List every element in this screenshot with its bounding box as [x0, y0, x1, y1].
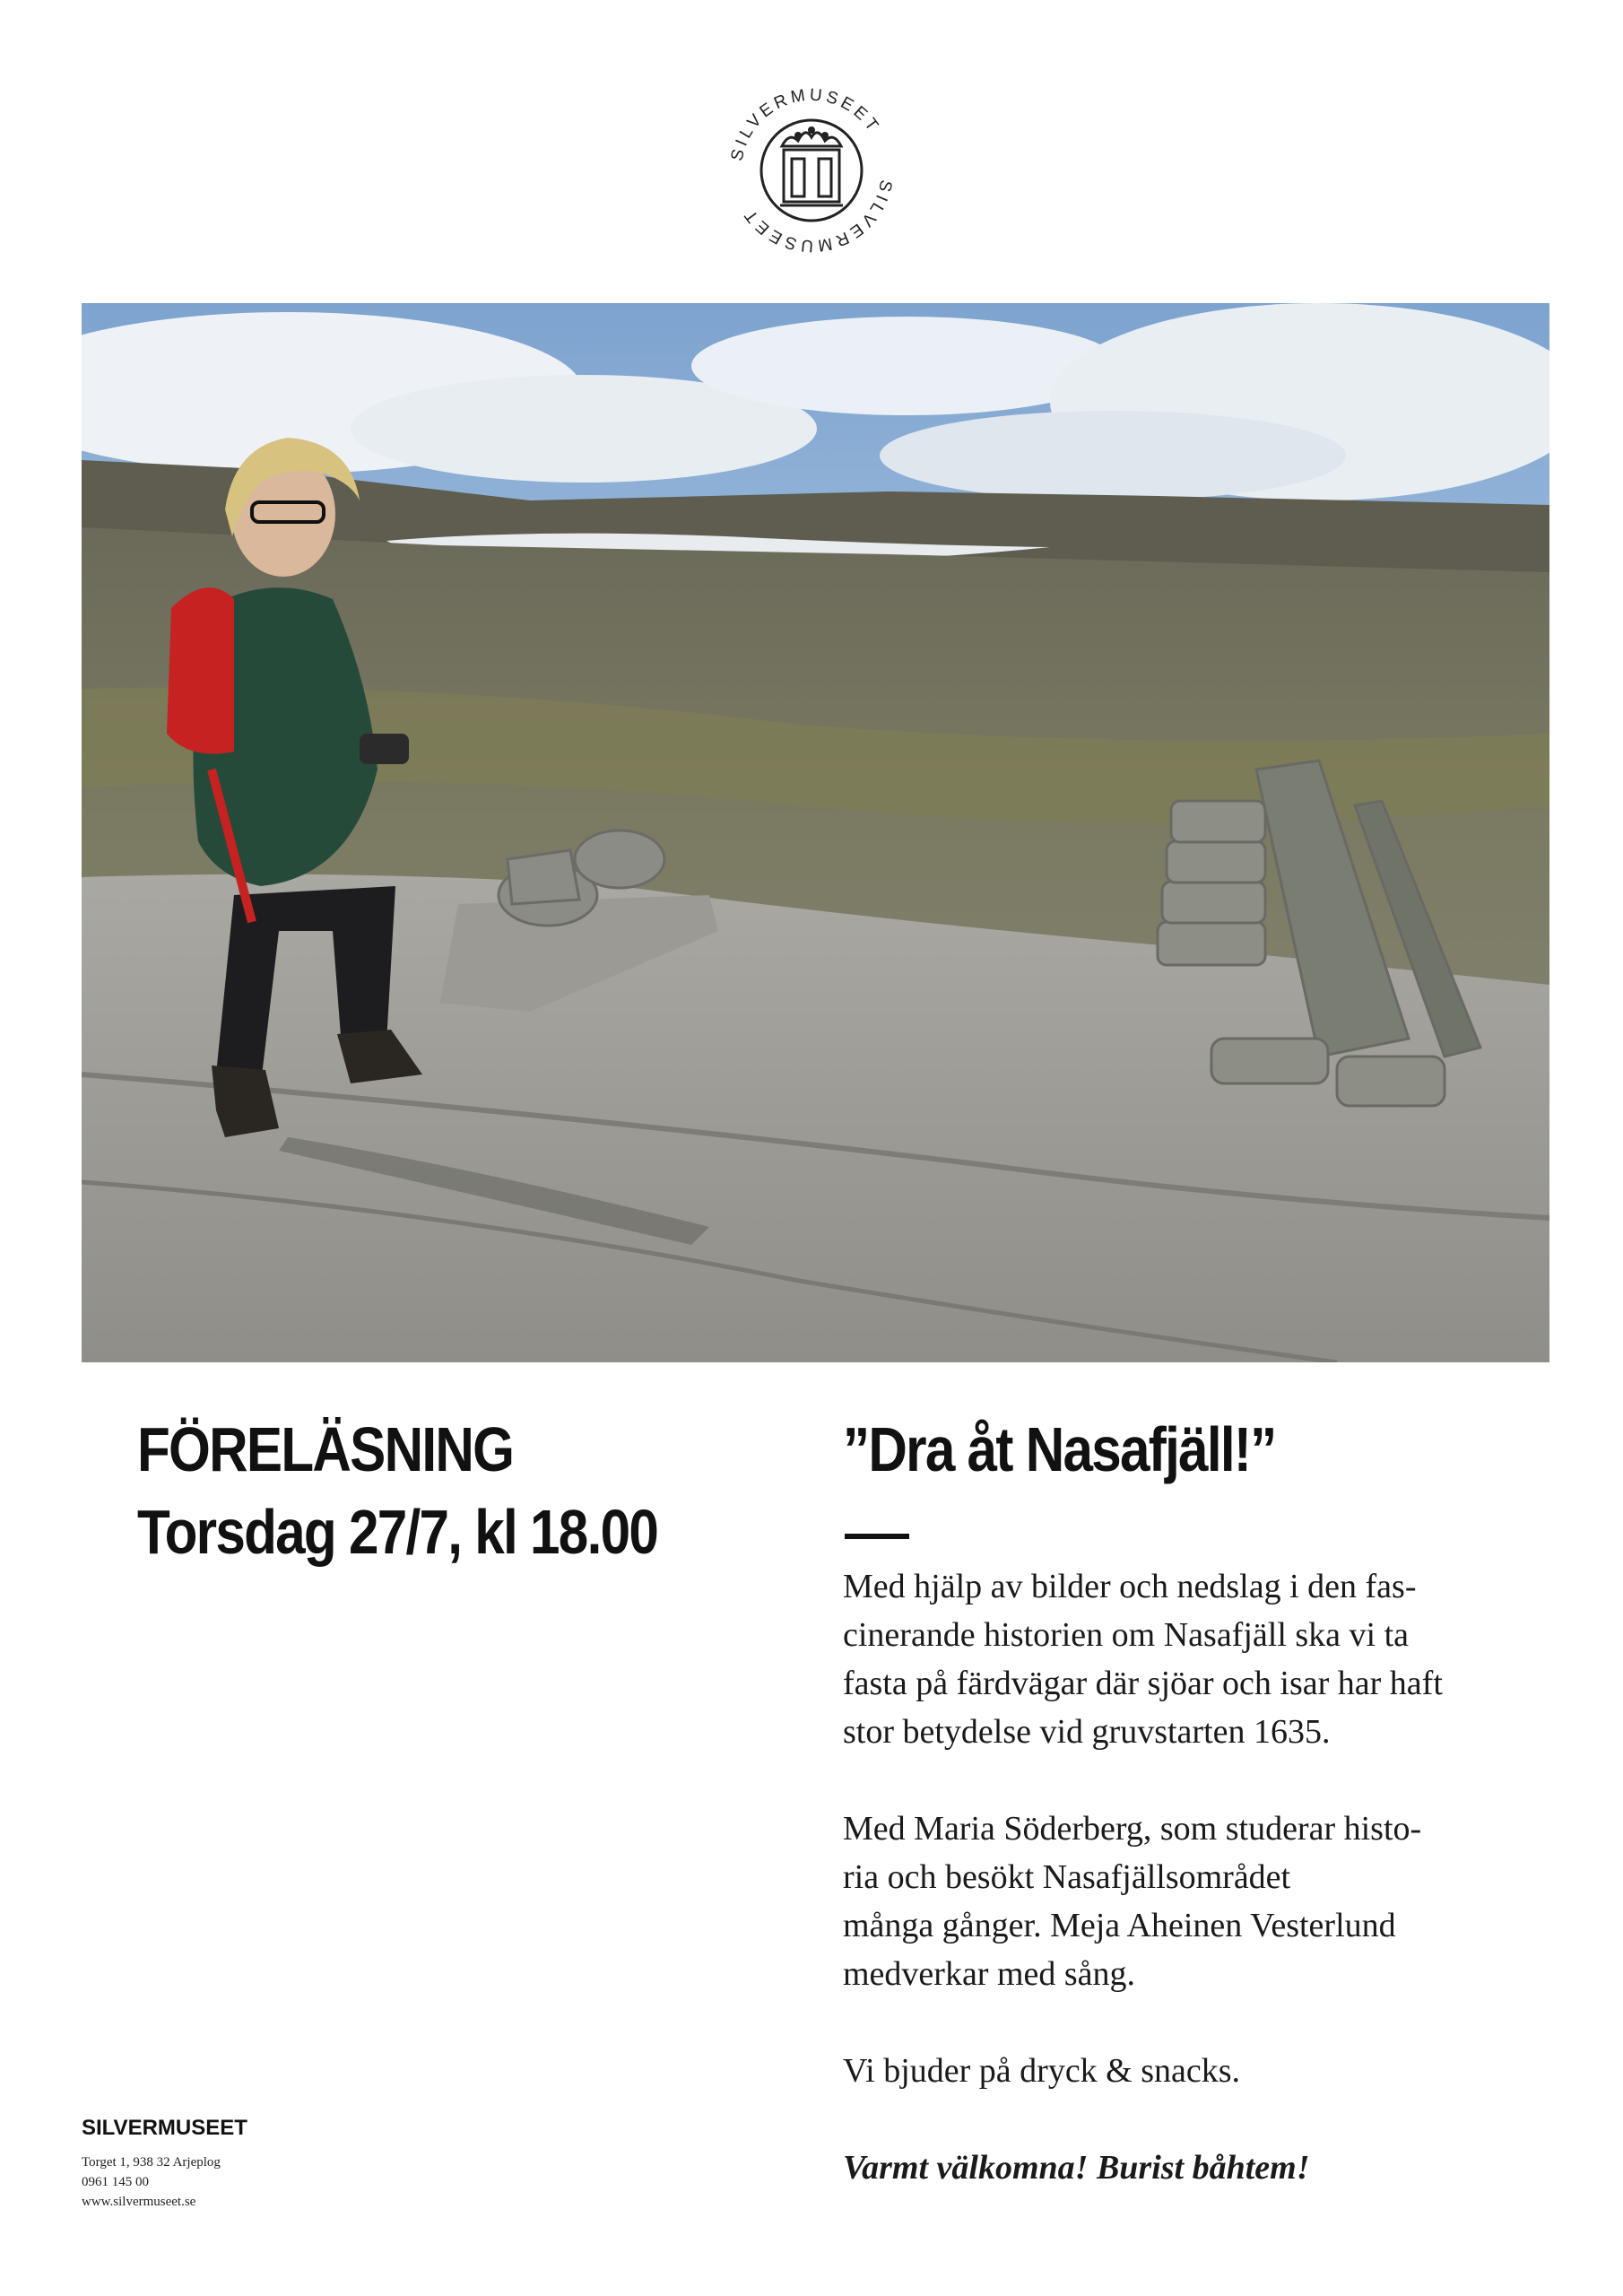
description-line: fasta på färdvägar där sjöar och isar har haft — [843, 1665, 1443, 1702]
event-type-label: FÖRELÄSNING — [137, 1414, 514, 1484]
description-line: medverkar med sång. — [843, 1955, 1136, 1993]
footer-contact — [82, 2115, 440, 2212]
footer-website: www.silvermuseet.se — [82, 2195, 196, 2209]
mountain-photo — [82, 303, 1549, 1362]
description-line: många gånger. Meja Aheinen Vesterlund — [843, 1907, 1396, 1944]
title-divider — [845, 1534, 909, 1539]
description-line: ria och besökt Nasafjällsområdet — [843, 1858, 1291, 1896]
event-description — [843, 1562, 1542, 2192]
welcome-line: Varmt välkomna! Burist båhtem! — [843, 2149, 1310, 2187]
silvermuseet-logo — [726, 85, 897, 256]
event-date-time: Torsdag 27/7, kl 18.00 — [137, 1497, 658, 1567]
description-line: stor betydelse vid gruvstarten 1635. — [843, 1713, 1331, 1751]
svg-text:SILVERMUSEET: SILVERMUSEET — [739, 178, 896, 256]
footer-address: Torget 1, 938 32 Arjeplog — [82, 2155, 221, 2170]
footer-phone: 0961 145 00 — [82, 2175, 149, 2189]
event-heading — [137, 1408, 819, 1573]
description-line: Med hjälp av bilder och nedslag i den fas- — [843, 1568, 1417, 1605]
svg-text:SILVERMUSEET: SILVERMUSEET — [727, 85, 884, 163]
refreshments-line: Vi bjuder på dryck & snacks. — [843, 2052, 1241, 2090]
event-title: ”Dra åt Nasafjäll!” — [843, 1414, 1276, 1484]
footer-org-name: SILVERMUSEET — [82, 2116, 247, 2140]
description-line: Med Maria Söderberg, som studerar histo- — [843, 1810, 1422, 1848]
description-line: cinerande historien om Nasafjäll ska vi ta — [843, 1616, 1410, 1654]
